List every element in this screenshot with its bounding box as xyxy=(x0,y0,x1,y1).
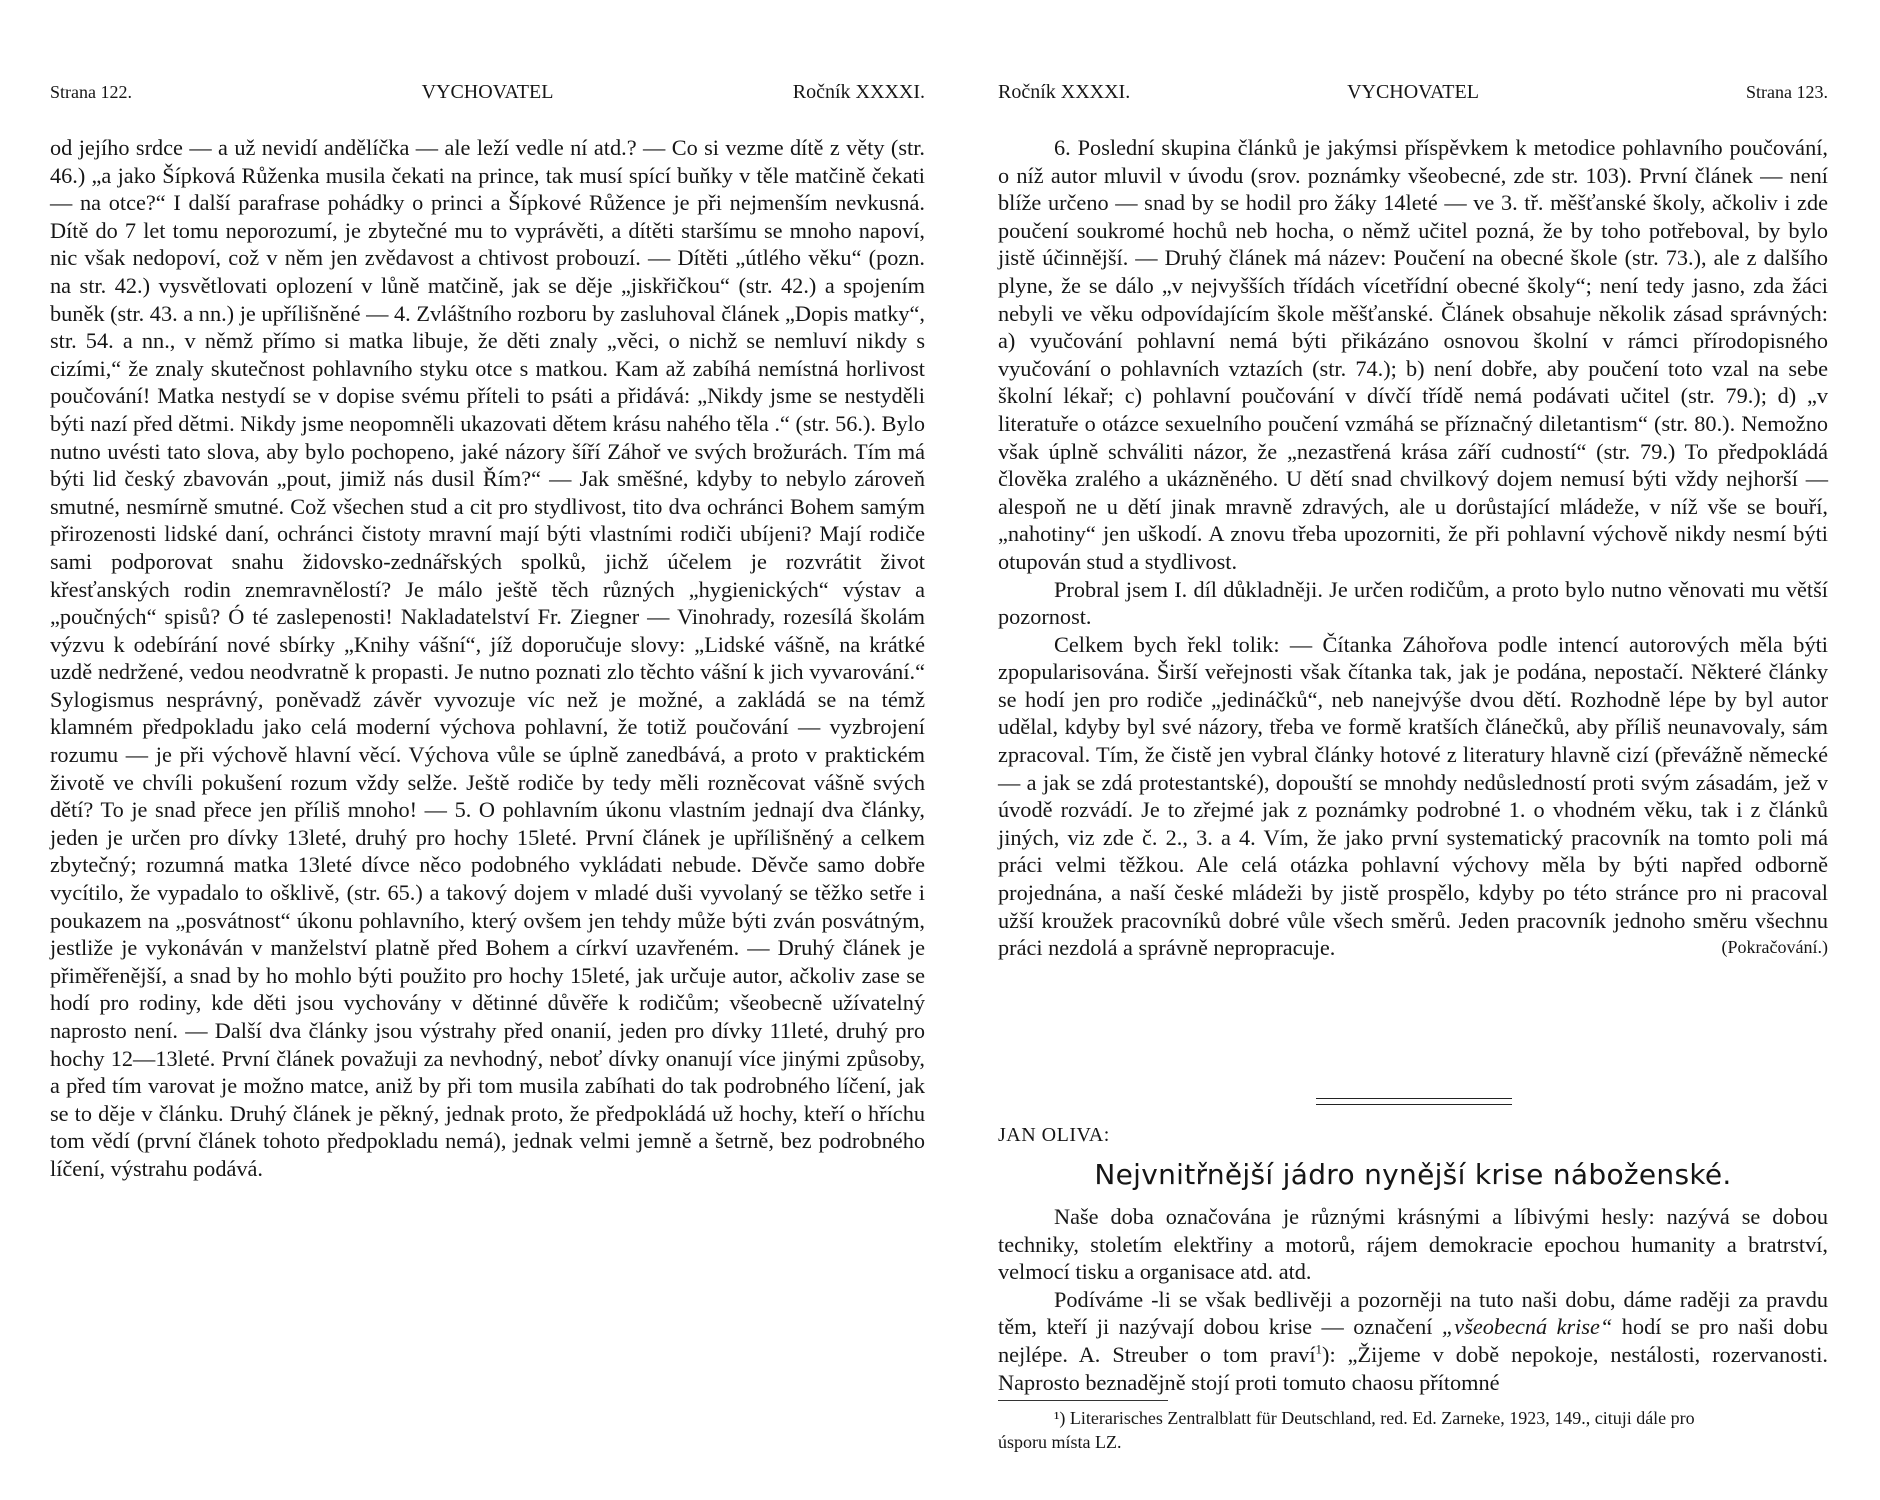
article-paragraph-2 xyxy=(998,1286,1828,1396)
section-divider-top xyxy=(1316,1098,1512,1099)
article-title: Nejvnitřnější jádro nynější krise náboženské. xyxy=(1094,1158,1732,1191)
left-page xyxy=(50,0,925,1500)
article-italic-phrase: „všeobecná krise“ xyxy=(1441,1314,1613,1340)
footnote-line-2: úsporu místa LZ. xyxy=(998,1432,1122,1452)
footnote-line-1: ¹) Literarisches Zentralblatt für Deutschland, red. Ed. Zarneke, 1923, 149., cituji dále pro xyxy=(1054,1408,1695,1428)
left-paragraph-1: od jejího srdce — a už nevidí andělíčka — ale leží vedle ní atd.? — Co si vezme dítě z věty (str. 46.) „a jako Šípková Růženka musila čekati na prince, tak musí spící buňky v těle matčině čekati — na otce?“ I další parafrase pohádky o princi a Šípkové Růžence je při nejmenším nevkusná. Dítě do 7 let tomu neporozumí, je zbytečné mu to vyprávěti, a dítěti staršímu se mnoho napoví, nic však nedopoví, což v něm jen zvědavost a chtivost probouzí. — Dítěti „útlého věku“ (pozn. na str. 42.) vysvětlovati oplození v lůně matčině, jak se děje „jiskřičkou“ (str. 42.) a spojením buněk (str. 43. a nn.) je upřílišněné — 4. Zvláštního rozboru by zasluhoval článek „Dopis matky“, str. 54. a nn., v němž přímo si matka libuje, že děti znaly „věci, o nichž se nemluví nikdy s cizími,“ že znaly skutečnost pohlavního styku otce s matkou. Kam až zabíhá nemístná horlivost poučování! Matka nestydí se v dopise svému příteli to psáti a přidává: „Nikdy jsme se nestyděli býti nazí před dětmi. Nikdy jsme neopomněli ukazovati dětem krásu nahého těla .“ (str. 56.). Bylo nutno uvésti tato slova, aby bylo pochopeno, jaké názory šíří Záhoř ve svých brožurách. Tím má býti lid český zbavován „pout, jimiž nás dusil Řím?“ — Jak směšné, kdyby to nebylo zároveň smutné, nesmírně smutné. Což všechen stud a cit pro stydlivost, tito dva ochránci Bohem samým přirozenosti lidské daní, ochránci čistoty mravní mají býti vlastními rodiči ubíjeni? Mají rodiče sami podporovat snahu židovsko-zednářských spolků, jichž účelem je rozvrátit život křesťanských rodin znemravnělostí? Je málo ještě těch různých „hygienických“ výstav a „poučných“ spisů? Ó té zaslepenosti! Nakladatelství Fr. Ziegner — Vinohrady, rozesílá školám výzvu k odebírání nové sbírky „Knihy vášní“, jíž doporučuje slovy: „Lidské vášně, na krátké uzdě nedržené, vedou neodvratně k propasti. Je nutno poznati zlo těchto vášní k jich vyvarování.“ Sylogismus nesprávný, poněvadž závěr vyvozuje víc než je možné, a zakládá se na témž klamném předpokladu jako celá moderní výchova pohlavní, že totiž poučování — vyzbrojení rozumu — je při výchově hlavní věcí. Výchova vůle se úplně zanedbává, a proto v praktickém životě ve chvíli pokušení rozum vždy selže. Ještě rodiče by tedy měli rozněcovat vášně svých dětí? To je snad přece jen příliš mnoho! — 5. O pohlavním úkonu vlastním jednají dva články, jeden je určen pro dívky 13leté, druhý pro hochy 15leté. První článek je upřílišněný a celkem zbytečný; rozumná matka 13leté dívce něco podobného vykládati nebude. Děvče samo dobře vycítilo, že vypadalo to ošklivě, (str. 65.) a takový dojem v mladé duši vyvolaný se těžko setře i poukazem na „posvátnost“ úkonu pohlavního, který ovšem jen tehdy může býti zván posvátným, jestliže je vykonáván v manželství platně před Bohem a církví uzavřeném. — Druhý článek je přiměřenější, a snad by ho mohlo býti použito pro hochy 15leté, jak určuje autor, ačkoliv zase se hodí pro rodiny, kde děti jsou vychovány v dětinné důvěře k rodičům; všeobecně užívatelný naprosto není. — Další dva články jsou výstrahy před onanií, jeden pro dívky 11leté, druhý pro hochy 12—13leté. První článek považuji za nevhodný, neboť dívky onanují více jinými způsoby, a před tím varovat je možno matce, aniž by při tom musila zabíhati do tak podrobného líčení, jak se to děje v článku. Druhý článek je pěkný, jednak proto, že předpokládá už hochy, kteří o hříchu tom vědí (první článek tohoto předpokladu nemá), jednak velmi jemně a šetrně, bez podrobného líčení, výstrahu podává. xyxy=(50,135,925,1181)
article-paragraph-2-end: ): „Žijeme v době nepokoje, nestálosti, rozervanosti. Naprosto beznadějně stojí proti tomuto chaosu přítomné xyxy=(998,1341,1828,1395)
section-divider-bottom xyxy=(1316,1104,1512,1105)
left-page-number: Strana 122. xyxy=(50,82,132,102)
right-paragraph-1: 6. Poslední skupina článků je jakýmsi příspěvkem k metodice pohlavního poučování, o níž autor mluvil v úvodu (srov. poznámky všeobecné, zde str. 103). První článek — není blíže určeno — snad by se hodil pro žáky 14leté — ve 3. tř. měšťanské školy, ačkoliv i zde poučení soukromé hochů neb hocha, o němž učitel pozná, že by toho potřeboval, by bylo jistě účinnější. — Druhý článek má název: Poučení na obecné škole (str. 73.), ale z dalšího plyne, že se dálo „v nejvyšších třídách vícetřídní obecné školy“; není tedy jasno, zda žáci nebyli ve věku odpovídajícím škole měšťanské. Článek obsahuje několik zásad správných: a) vyučování pohlavní nemá býti přikázáno osnovou školní v rámci přírodopisného vyučování o pohlavních vztazích (str. 74.); b) není dobře, aby poučení toto vzal na sebe školní lékař; c) pohlavní poučování v dívčí třídě nemá podávati učitel (str. 79.); d) „v literatuře o otázce sexuelního poučení vzmáhá se příznačný diletantism“ (str. 80.). Nemožno však úplně schváliti názor, že „nezastřená krása září cudností“ (str. 79.) To předpokládá člověka zralého a ukázněného. U dětí snad chvilkový dojem nemusí býti vždy nejhorší — alespoň ne u dětí jinak mravně zdravých, ale u dorůstající mládeže, v níž vše se bouří, „nahotiny“ jen uškodí. A znovu třeba upozorniti, že při pohlavní výchově nikdy nesmí býti otupován stud a stydlivost. xyxy=(998,135,1828,574)
right-volume: Ročník XXXXI. xyxy=(998,81,1131,103)
footnote xyxy=(998,1406,1828,1454)
continued-note: (Pokračování.) xyxy=(1721,937,1828,958)
article-paragraph-1: Naše doba označována je různými krásnými a líbivými hesly: nazývá se dobou techniky, stoletím elektřiny a motorů, rájem demokracie epochou humanity a bratrství, velmocí tisku a organisace atd. atd. xyxy=(998,1204,1828,1285)
article-paragraph-2-start: Podíváme -li se však bedlivěji a pozorněji na tuto naši dobu, dáme raději za pravdu těm, kteří ji nazývají dobou krise — označení xyxy=(998,1286,1828,1340)
footnote-rule xyxy=(998,1400,1168,1401)
left-body-text xyxy=(50,134,925,1183)
right-page-number: Strana 123. xyxy=(1746,82,1828,102)
right-paragraph-3 xyxy=(998,631,1828,962)
article-paragraph-2-mid: hodí se pro naši dobu nejlépe. A. Streuber o tom praví xyxy=(998,1314,1829,1367)
right-body-text xyxy=(998,134,1828,962)
right-paragraph-2: Probral jsem I. díl důkladněji. Je určen rodičům, a proto bylo nutno věnovati mu větší pozornost. xyxy=(998,576,1828,630)
left-running-head xyxy=(50,80,925,104)
left-volume: Ročník XXXXI. xyxy=(792,81,925,103)
footnote-marker: 1 xyxy=(1315,1341,1323,1357)
right-journal-title: VYCHOVATEL xyxy=(1347,81,1479,103)
right-page xyxy=(998,0,1828,1500)
right-paragraph-3-text: Celkem bych řekl tolik: — Čítanka Záhořova podle intencí autorových měla býti zpopularisována. Širší veřejnosti však čítanka tak, jak je podána, nepostačí. Některé články se hodí jen pro rodiče „jedináčků“, neb nanejvýše dvou dětí. Rozhodně lépe by byl autor udělal, kdyby byl své názory, třeba ve formě kratších článečků, aby příliš neunavovaly, sám zpracoval. Tím, že čistě jen vybral články hotové z literatury hlavně cizí (převážně německé — a jak se zdá protestantské), dopouští se mnohdy nedůsledností proti svým zásadám, jež v úvodě rozvádí. Je to zřejmé jak z poznámky podrobné 1. o vhodném věku, tak i z článků jiných, viz zde č. 2., 3. a 4. Vím, že jako první systematický pracovník na tomto poli má práci velmi těžkou. Ale celá otázka pohlavní výchovy měla by býti napřed odborně projednána, a naší české mládeži by jistě prospělo, kdyby po této stránce pro ni pracoval užší kroužek pracovníků dobré vůle všech směrů. Jeden pracovník jednoho směru všechnu práci nezdolá a správně nepropracuje. xyxy=(998,631,1828,961)
article-author: JAN OLIVA: xyxy=(998,1124,1110,1146)
right-running-head xyxy=(998,80,1828,104)
left-journal-title: VYCHOVATEL xyxy=(421,81,554,103)
article-body xyxy=(998,1203,1828,1396)
